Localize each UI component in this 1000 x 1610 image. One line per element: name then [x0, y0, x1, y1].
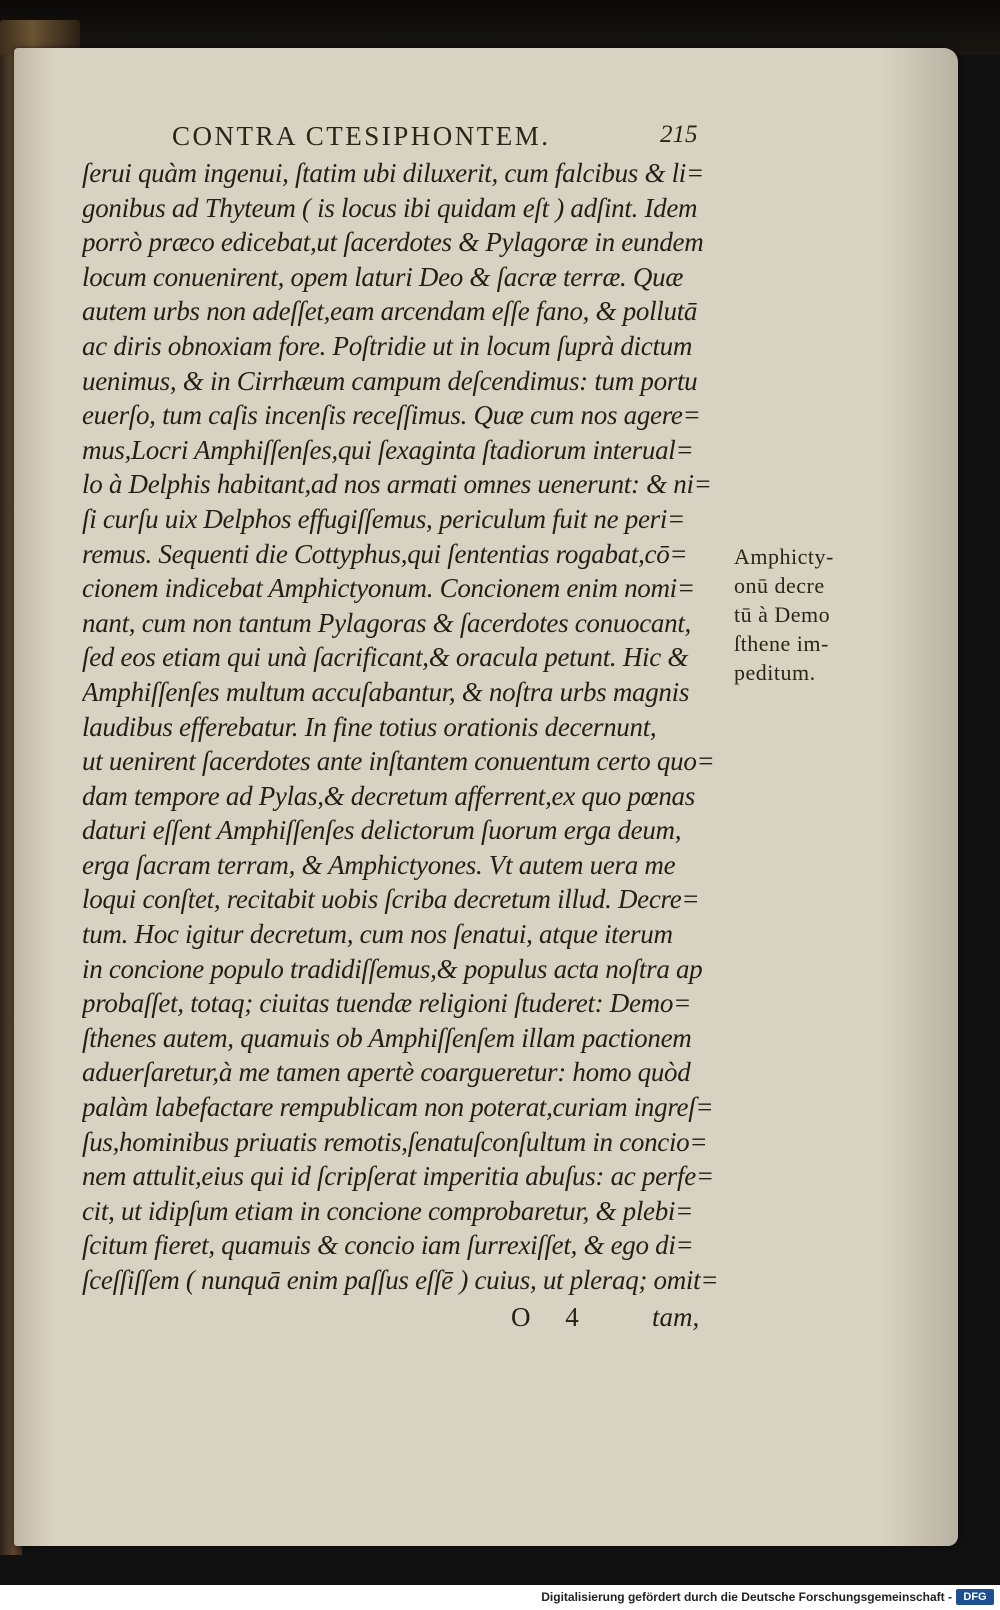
text-line: cit, ut idipſum etiam in concione comprobaretur, & plebi=	[82, 1195, 694, 1226]
catchword: tam,	[652, 1302, 700, 1332]
margin-note-line: ſthene im-	[734, 631, 829, 656]
text-line: cionem indicebat Amphictyonum. Concionem enim nomi=	[82, 573, 695, 604]
text-line: ſthenes autem, quamuis ob Amphiſſenſem illam pactionem	[82, 1022, 692, 1053]
text-line: remus. Sequenti die Cottyphus,qui ſententias rogabat,cō=	[82, 538, 688, 569]
text-line: ſed eos etiam qui unà ſacrificant,& oracula petunt. Hic &	[82, 642, 689, 673]
text-line: aduerſaretur,à me tamen apertè coargueretur: homo quòd	[82, 1057, 691, 1088]
credit-text: Digitalisierung gefördert durch die Deutsche Forschungsgemeinschaft -	[541, 1590, 952, 1604]
text-line: ac diris obnoxiam fore. Poſtridie ut in locum ſuprà dictum	[82, 330, 693, 361]
text-line: euerſo, tum caſis incenſis receſſimus. Quæ cum nos agere=	[82, 400, 701, 431]
margin-note-line: peditum.	[734, 660, 816, 685]
text-line: daturi eſſent Amphiſſenſes delictorum ſuorum erga deum,	[82, 815, 682, 846]
running-head: CONTRA CTESIPHONTEM.	[172, 121, 551, 151]
signature-mark: O 4	[511, 1302, 593, 1332]
text-line: locum conuenirent, opem laturi Deo & ſacræ terræ. Quæ	[82, 261, 684, 292]
text-line: probaſſet, totaq; ciuitas tuendæ religioni ſtuderet: Demo=	[82, 988, 691, 1019]
text-line: ut uenirent ſacerdotes ante inſtantem conuentum certo quo=	[82, 746, 715, 777]
text-line: nem attulit,eius qui id ſcripſerat imperitia abuſus: ac perfe=	[82, 1161, 714, 1192]
text-line: autem urbs non adeſſet,eam arcendam eſſe fano, & pollutā	[82, 296, 698, 327]
text-line: in concione populo tradidiſſemus,& populus acta noſtra ap	[82, 953, 703, 984]
margin-note-line: Amphicty-	[734, 544, 834, 569]
text-line: nant, cum non tantum Pylagoras & ſacerdotes conuocant,	[82, 607, 691, 638]
text-line: ſcitum fieret, quamuis & concio iam ſurrexiſſet, & ego di=	[82, 1230, 694, 1261]
text-line: dam tempore ad Pylas,& decretum afferrent,ex quo pœnas	[82, 780, 695, 811]
text-line: gonibus ad Thyteum ( is locus ibi quidam eſt ) adſint. Idem	[82, 192, 698, 223]
text-line: Amphiſſenſes multum accuſabantur, & noſtra urbs magnis	[82, 676, 690, 707]
margin-note	[734, 542, 864, 687]
margin-note-line: tū à Demo	[734, 602, 831, 627]
text-line: lo à Delphis habitant,ad nos armati omnes uenerunt: & ni=	[82, 469, 712, 500]
dfg-logo: DFG	[956, 1589, 994, 1605]
text-line: ſus,hominibus priuatis remotis,ſenatuſconſultum in concio=	[82, 1126, 708, 1157]
text-line: ſi curſu uix Delphos effugiſſemus, periculum fuit ne peri=	[82, 503, 685, 534]
margin-note-line: onū decre	[734, 573, 825, 598]
text-line: porrò præco edicebat,ut ſacerdotes & Pylagoræ in eundem	[82, 227, 704, 258]
page-footer	[0, 1302, 1000, 1342]
body-text	[82, 156, 722, 1298]
credit-bar	[0, 1585, 1000, 1610]
text-line: laudibus efferebatur. In fine totius orationis decernunt,	[82, 711, 657, 742]
page-header	[0, 121, 1000, 151]
page-number: 215	[660, 121, 698, 148]
text-line: loqui conſtet, recitabit uobis ſcriba decretum illud. Decre=	[82, 884, 700, 915]
book-top-edge	[0, 0, 1000, 55]
text-line: tum. Hoc igitur decretum, cum nos ſenatui, atque iterum	[82, 919, 673, 950]
text-line: ſceſſiſſem ( nunquā enim paſſus eſſē ) cuius, ut pleraq; omit=	[82, 1265, 719, 1295]
text-line: palàm labefactare rempublicam non poterat,curiam ingreſ=	[82, 1092, 714, 1123]
text-line: ſerui quàm ingenui, ſtatim ubi diluxerit, cum falcibus & li=	[82, 158, 704, 188]
text-line: mus,Locri Amphiſſenſes,qui ſexaginta ſtadiorum interual=	[82, 434, 694, 465]
text-line: erga ſacram terram, & Amphictyones. Vt autem uera me	[82, 849, 676, 880]
text-line: uenimus, & in Cirrhæum campum deſcendimus: tum portu	[82, 365, 698, 396]
